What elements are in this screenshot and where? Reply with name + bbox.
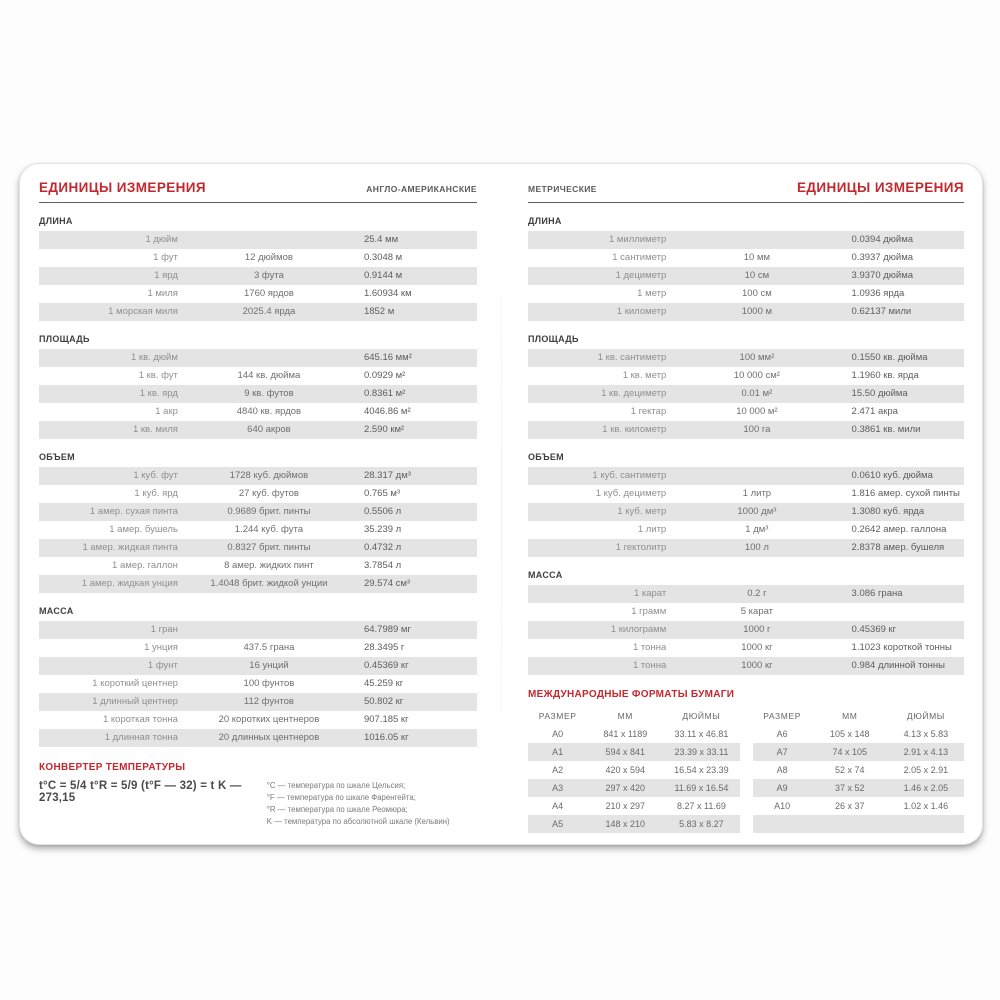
- unit-equivalent: 1728 куб. дюймов: [229, 470, 309, 481]
- table-row: [528, 231, 964, 249]
- unit-value: 1.1960 кв. ярда: [851, 370, 919, 381]
- unit-equivalent: 10 000 м²: [736, 406, 778, 417]
- paper-inch-cell: 2.91 x 4.13: [903, 747, 949, 757]
- unit-equivalent: 1.4048 брит. жидкой унции: [210, 578, 328, 589]
- unit-name: 1 кв. метр: [622, 370, 667, 381]
- header-rule: [528, 202, 964, 203]
- unit-equivalent: 1 литр: [742, 488, 772, 499]
- section-label: ОБЪЕМ: [39, 452, 75, 462]
- unit-name: 1 тонна: [633, 660, 667, 671]
- unit-equivalent: 2025.4 ярда: [242, 306, 296, 317]
- page-right: [501, 164, 982, 844]
- unit-name: 1 куб. метр: [617, 506, 667, 517]
- paper-size-cell: A6: [776, 729, 788, 739]
- paper-formats-tables: [528, 707, 964, 833]
- paper-inch-cell: 33.11 x 46.81: [674, 729, 729, 739]
- unit-value: 45.259 кг: [363, 678, 404, 689]
- unit-value: 1.816 амер. сухой пинты: [851, 488, 960, 499]
- unit-value: 3.7854 л: [363, 560, 402, 571]
- paper-size-cell: A10: [774, 801, 791, 811]
- paper-mm-cell: 74 x 105: [832, 747, 868, 757]
- paper-mm-cell: 297 x 420: [605, 783, 646, 793]
- table-row: [528, 585, 964, 603]
- unit-value: 0.9144 м: [363, 270, 403, 281]
- unit-value: 3.086 грана: [851, 588, 903, 599]
- unit-name: 1 амер. жидкая унция: [81, 578, 178, 589]
- table-row: [528, 285, 964, 303]
- unit-equivalent: [676, 467, 837, 485]
- table-row: [753, 815, 965, 833]
- unit-name: 1 фунт: [147, 660, 178, 671]
- table-row: [39, 285, 477, 303]
- table-row: [753, 761, 965, 779]
- unit-value: 0.3937 дюйма: [851, 252, 914, 263]
- table-row: [39, 503, 477, 521]
- unit-name: 1 миля: [147, 288, 178, 299]
- unit-value: 1016.05 кг: [363, 732, 409, 743]
- unit-equivalent: 1.244 куб. фута: [234, 524, 304, 535]
- measurement-section: [528, 452, 964, 557]
- section-label: ДЛИНА: [528, 216, 562, 226]
- page-left: [20, 164, 501, 844]
- unit-equivalent: 3 фута: [253, 270, 284, 281]
- unit-equivalent: 10 мм: [743, 252, 771, 263]
- table-row: [753, 725, 965, 743]
- unit-value: 15.50 дюйма: [851, 388, 908, 399]
- unit-name: 1 гектар: [630, 406, 667, 417]
- unit-value: 1.3080 куб. ярда: [851, 506, 925, 517]
- temperature-converter: [39, 762, 477, 828]
- table-row: [39, 367, 477, 385]
- page-title: ЕДИНИЦЫ ИЗМЕРЕНИЯ: [797, 180, 964, 195]
- unit-value: 28.317 дм³: [363, 470, 411, 481]
- unit-name: 1 амер. бушель: [109, 524, 178, 535]
- unit-value: 50.802 кг: [363, 696, 404, 707]
- unit-equivalent: 437.5 грана: [243, 642, 295, 653]
- unit-name: 1 короткая тонна: [102, 714, 178, 725]
- unit-equivalent: 1 дм³: [745, 524, 769, 535]
- table-row: [39, 249, 477, 267]
- paper-size-cell: A1: [552, 747, 564, 757]
- section-label: МАССА: [39, 606, 74, 616]
- table-row: [528, 815, 740, 833]
- paper-table-header-row: [753, 707, 965, 725]
- temperature-formula: t°C = 5/4 t°R = 5/9 (t°F — 32) = t K — 273,15: [39, 780, 242, 804]
- table-row: [39, 557, 477, 575]
- unit-value: 0.45369 кг: [363, 660, 409, 671]
- unit-name: 1 куб. дециметр: [595, 488, 667, 499]
- table-row: [39, 575, 477, 593]
- unit-name: 1 морская миля: [108, 306, 178, 317]
- paper-mm-cell: 26 x 37: [835, 801, 865, 811]
- unit-name: 1 амер. сухая пинта: [89, 506, 178, 517]
- unit-equivalent: 12 дюймов: [244, 252, 293, 263]
- unit-value: 0.0394 дюйма: [851, 234, 914, 245]
- unit-name: 1 литр: [637, 524, 667, 535]
- temperature-converter-body: [39, 780, 477, 828]
- unit-name: 1 миллиметр: [608, 234, 667, 245]
- unit-name: 1 кв. сантиметр: [597, 352, 667, 363]
- unit-value: 0.765 м³: [363, 488, 401, 499]
- unit-value: 0.2642 амер. галлона: [851, 524, 947, 535]
- paper-size-cell: A0: [552, 729, 564, 739]
- unit-value: 2.471 акра: [851, 406, 898, 417]
- section-label: ПЛОЩАДЬ: [528, 334, 579, 344]
- unit-equivalent: 100 фунтов: [243, 678, 295, 689]
- unit-value: 28.3495 г: [363, 642, 405, 653]
- unit-name: 1 гран: [150, 624, 178, 635]
- temperature-converter-title: КОНВЕРТЕР ТЕМПЕРАТУРЫ: [39, 762, 186, 773]
- unit-name: 1 унция: [144, 642, 178, 653]
- unit-value: 0.3048 м: [363, 252, 403, 263]
- table-row: [528, 603, 964, 621]
- table-row: [528, 249, 964, 267]
- unit-name: 1 акр: [155, 406, 178, 417]
- paper-inch-cell: 1.02 x 1.46: [903, 801, 949, 811]
- unit-equivalent: 27 куб. футов: [238, 488, 299, 499]
- sections-left: [39, 216, 477, 747]
- unit-equivalent: 100 см: [742, 288, 772, 299]
- unit-equivalent: 0.8327 брит. пинты: [227, 542, 311, 553]
- unit-value: 1.60934 км: [363, 288, 412, 299]
- paper-inch-cell: 4.13 x 5.83: [903, 729, 949, 739]
- measurement-section: [39, 334, 477, 439]
- unit-equivalent: 112 фунтов: [243, 696, 294, 707]
- unit-name: 1 амер. жидкая пинта: [82, 542, 178, 553]
- unit-equivalent: [188, 349, 350, 367]
- unit-name: 1 сантиметр: [612, 252, 667, 263]
- paper-mm-cell: 420 x 594: [605, 765, 646, 775]
- table-row: [39, 385, 477, 403]
- table-row: [39, 349, 477, 367]
- paper-size-cell: A4: [552, 801, 564, 811]
- unit-name: 1 длинная тонна: [104, 732, 178, 743]
- paper-mm-cell: 594 x 841: [605, 747, 646, 757]
- table-row: [39, 421, 477, 439]
- table-row: [39, 657, 477, 675]
- paper-inch-cell: [888, 815, 964, 833]
- table-row: [39, 231, 477, 249]
- table-row: [528, 467, 964, 485]
- unit-equivalent: 144 кв. дюйма: [237, 370, 301, 381]
- unit-value: 0.5506 л: [363, 506, 402, 517]
- table-row: [39, 621, 477, 639]
- unit-value: [838, 603, 964, 621]
- paper-size-cell: A2: [552, 765, 564, 775]
- table-row: [528, 349, 964, 367]
- unit-value: 0.62137 мили: [851, 306, 912, 317]
- table-row: [528, 657, 964, 675]
- header-rule: [39, 202, 477, 203]
- measurement-section: [528, 216, 964, 321]
- unit-value: 0.4732 л: [363, 542, 402, 553]
- unit-equivalent: [188, 231, 350, 249]
- unit-name: 1 тонна: [633, 642, 667, 653]
- measurement-section: [39, 452, 477, 593]
- unit-name: 1 карат: [633, 588, 667, 599]
- unit-name: 1 кв. миля: [132, 424, 178, 435]
- table-row: [39, 403, 477, 421]
- paper-size-cell: A5: [552, 819, 564, 829]
- paper-header-cell: РАЗМЕР: [763, 711, 802, 721]
- unit-name: 1 километр: [616, 306, 667, 317]
- table-row: [528, 761, 740, 779]
- unit-name: 1 грамм: [631, 606, 667, 617]
- unit-equivalent: 100 л: [744, 542, 769, 553]
- paper-size-cell: A7: [776, 747, 788, 757]
- paper-size-cell: A8: [776, 765, 788, 775]
- table-row: [528, 485, 964, 503]
- unit-value: 0.3861 кв. мили: [851, 424, 921, 435]
- unit-value: 29.574 см³: [363, 578, 411, 589]
- table-row: [528, 303, 964, 321]
- section-label: МАССА: [528, 570, 563, 580]
- unit-value: 0.984 длинной тонны: [851, 660, 945, 671]
- section-label: ОБЪЕМ: [528, 452, 564, 462]
- table-row: [39, 693, 477, 711]
- unit-value: 3.9370 дюйма: [851, 270, 914, 281]
- temperature-note-line: °C — температура по шкале Цельсия;: [266, 781, 406, 790]
- paper-header-cell: РАЗМЕР: [538, 711, 577, 721]
- paper-formats: [528, 689, 964, 833]
- page-subtitle: МЕТРИЧЕСКИЕ: [528, 184, 597, 194]
- paper-mm-cell: 841 x 1189: [603, 729, 648, 739]
- paper-size-cell: A3: [552, 783, 564, 793]
- table-row: [753, 743, 965, 761]
- unit-equivalent: 10 см: [744, 270, 770, 281]
- unit-name: 1 гектолитр: [615, 542, 667, 553]
- page-title: ЕДИНИЦЫ ИЗМЕРЕНИЯ: [39, 180, 206, 195]
- unit-name: 1 метр: [637, 288, 667, 299]
- measurement-section: [528, 570, 964, 675]
- unit-value: 0.1550 кв. дюйма: [851, 352, 928, 363]
- measurement-section: [39, 606, 477, 747]
- unit-equivalent: 1000 м: [741, 306, 773, 317]
- table-row: [528, 539, 964, 557]
- unit-name: 1 кв. дециметр: [601, 388, 667, 399]
- table-row: [39, 467, 477, 485]
- sections-right: [528, 216, 964, 675]
- table-row: [39, 267, 477, 285]
- unit-equivalent: [676, 231, 837, 249]
- table-row: [753, 797, 965, 815]
- unit-equivalent: 20 длинных центнеров: [218, 732, 320, 743]
- table-row: [528, 403, 964, 421]
- table-row: [753, 779, 965, 797]
- unit-equivalent: 1000 кг: [741, 642, 773, 653]
- temperature-note-line: °F — температура по шкале Фаренгейта;: [266, 793, 416, 803]
- unit-equivalent: 100 мм²: [739, 352, 775, 363]
- unit-value: 4046.86 м²: [363, 406, 411, 417]
- unit-name: 1 дюйм: [145, 234, 178, 245]
- table-row: [528, 725, 740, 743]
- unit-name: 1 куб. сантиметр: [592, 470, 667, 481]
- unit-equivalent: 9 кв. футов: [244, 388, 294, 399]
- unit-equivalent: 100 га: [743, 424, 771, 435]
- table-row: [39, 675, 477, 693]
- table-row: [528, 267, 964, 285]
- unit-value: 907.185 кг: [363, 714, 409, 725]
- table-row: [528, 367, 964, 385]
- unit-value: 0.45369 кг: [851, 624, 897, 635]
- unit-equivalent: 10 000 см²: [733, 370, 780, 381]
- paper-mm-cell: 105 x 148: [830, 729, 870, 739]
- unit-equivalent: [188, 621, 350, 639]
- section-label: ПЛОЩАДЬ: [39, 334, 90, 344]
- paper-table-a0-a5: [528, 707, 740, 833]
- paper-mm-cell: [812, 815, 888, 833]
- paper-header-cell: ДЮЙМЫ: [682, 711, 721, 721]
- page-left-header: [39, 180, 477, 195]
- unit-equivalent: 4840 кв. ярдов: [236, 406, 302, 417]
- unit-name: 1 амер. галлон: [112, 560, 178, 571]
- paper-inch-cell: 1.46 x 2.05: [903, 783, 949, 793]
- unit-equivalent: 8 амер. жидких пинт: [224, 560, 314, 571]
- unit-equivalent: 1000 дм³: [737, 506, 777, 517]
- unit-equivalent: 5 карат: [740, 606, 774, 617]
- table-row: [528, 639, 964, 657]
- unit-value: 1.0936 ярда: [851, 288, 905, 299]
- unit-value: 1.1023 короткой тонны: [851, 642, 952, 653]
- unit-name: 1 кв. километр: [602, 424, 667, 435]
- paper-formats-title: МЕЖДУНАРОДНЫЕ ФОРМАТЫ БУМАГИ: [528, 689, 735, 700]
- table-row: [39, 539, 477, 557]
- unit-name: 1 дециметр: [615, 270, 667, 281]
- paper-mm-cell: 52 x 74: [835, 765, 865, 775]
- unit-equivalent: 640 акров: [247, 424, 291, 435]
- unit-equivalent: 20 коротких центнеров: [218, 714, 320, 725]
- temperature-note-line: °R — температура по шкале Реомюра;: [266, 805, 408, 815]
- page-subtitle: АНГЛО-АМЕРИКАНСКИЕ: [366, 184, 477, 194]
- unit-equivalent: 1000 г: [743, 624, 771, 635]
- paper-size-cell: [753, 815, 812, 833]
- measurement-section: [39, 216, 477, 321]
- unit-value: 25.4 мм: [363, 234, 399, 245]
- unit-name: 1 кв. ярд: [139, 388, 178, 399]
- notebook-spread: [19, 163, 983, 845]
- table-row: [39, 711, 477, 729]
- unit-equivalent: 1000 кг: [741, 660, 773, 671]
- paper-inch-cell: 11.69 x 16.54: [674, 783, 729, 793]
- unit-name: 1 фут: [153, 252, 178, 263]
- table-row: [528, 521, 964, 539]
- unit-value: 2.8378 амер. бушеля: [851, 542, 945, 553]
- unit-name: 1 длинный центнер: [92, 696, 178, 707]
- paper-header-cell: ДЮЙМЫ: [906, 711, 945, 721]
- unit-name: 1 куб. ярд: [134, 488, 178, 499]
- paper-inch-cell: 16.54 x 23.39: [674, 765, 729, 775]
- temperature-notes: [267, 780, 477, 828]
- paper-inch-cell: 5.83 x 8.27: [679, 819, 724, 829]
- table-row: [39, 639, 477, 657]
- table-row: [528, 385, 964, 403]
- unit-name: 1 килограмм: [610, 624, 667, 635]
- section-label: ДЛИНА: [39, 216, 73, 226]
- paper-mm-cell: 210 x 297: [605, 801, 646, 811]
- unit-value: 0.8361 м²: [363, 388, 406, 399]
- temperature-note-line: K — температура по абсолютной шкале (Кельвин): [266, 817, 450, 827]
- paper-header-cell: ММ: [617, 711, 633, 721]
- unit-value: 0.0929 м²: [363, 370, 406, 381]
- unit-value: 35.239 л: [363, 524, 402, 535]
- unit-equivalent: 0.2 г: [747, 588, 767, 599]
- unit-value: 1852 м: [363, 306, 395, 317]
- table-row: [528, 503, 964, 521]
- unit-value: 0.0610 куб. дюйма: [851, 470, 933, 481]
- table-row: [528, 621, 964, 639]
- paper-table-header-row: [528, 707, 740, 725]
- unit-equivalent: 1760 ярдов: [244, 288, 294, 299]
- table-row: [39, 729, 477, 747]
- unit-value: 645.16 мм²: [363, 352, 412, 363]
- paper-header-cell: ММ: [842, 711, 858, 721]
- unit-name: 1 короткий центнер: [92, 678, 178, 689]
- paper-inch-cell: 23.39 x 33.11: [674, 747, 729, 757]
- measurement-section: [528, 334, 964, 439]
- table-row: [528, 743, 740, 761]
- table-row: [528, 421, 964, 439]
- paper-table-a6-a10: [753, 707, 965, 833]
- paper-mm-cell: 148 x 210: [605, 819, 646, 829]
- unit-name: 1 ярд: [154, 270, 178, 281]
- table-row: [39, 521, 477, 539]
- unit-name: 1 кв. дюйм: [130, 352, 178, 363]
- paper-inch-cell: 8.27 x 11.69: [676, 801, 726, 811]
- table-row: [39, 303, 477, 321]
- unit-value: 2.590 км²: [363, 424, 405, 435]
- table-row: [39, 485, 477, 503]
- paper-mm-cell: 37 x 52: [835, 783, 865, 793]
- page-right-header: [528, 180, 964, 195]
- paper-size-cell: A9: [776, 783, 788, 793]
- unit-name: 1 кв. фут: [138, 370, 178, 381]
- unit-name: 1 куб. фут: [133, 470, 178, 481]
- paper-inch-cell: 2.05 x 2.91: [903, 765, 949, 775]
- table-row: [528, 797, 740, 815]
- unit-value: 64.7989 мг: [363, 624, 411, 635]
- table-row: [528, 779, 740, 797]
- unit-equivalent: 0.9689 брит. пинты: [227, 506, 311, 517]
- unit-equivalent: 16 унций: [249, 660, 289, 671]
- unit-equivalent: 0.01 м²: [741, 388, 773, 399]
